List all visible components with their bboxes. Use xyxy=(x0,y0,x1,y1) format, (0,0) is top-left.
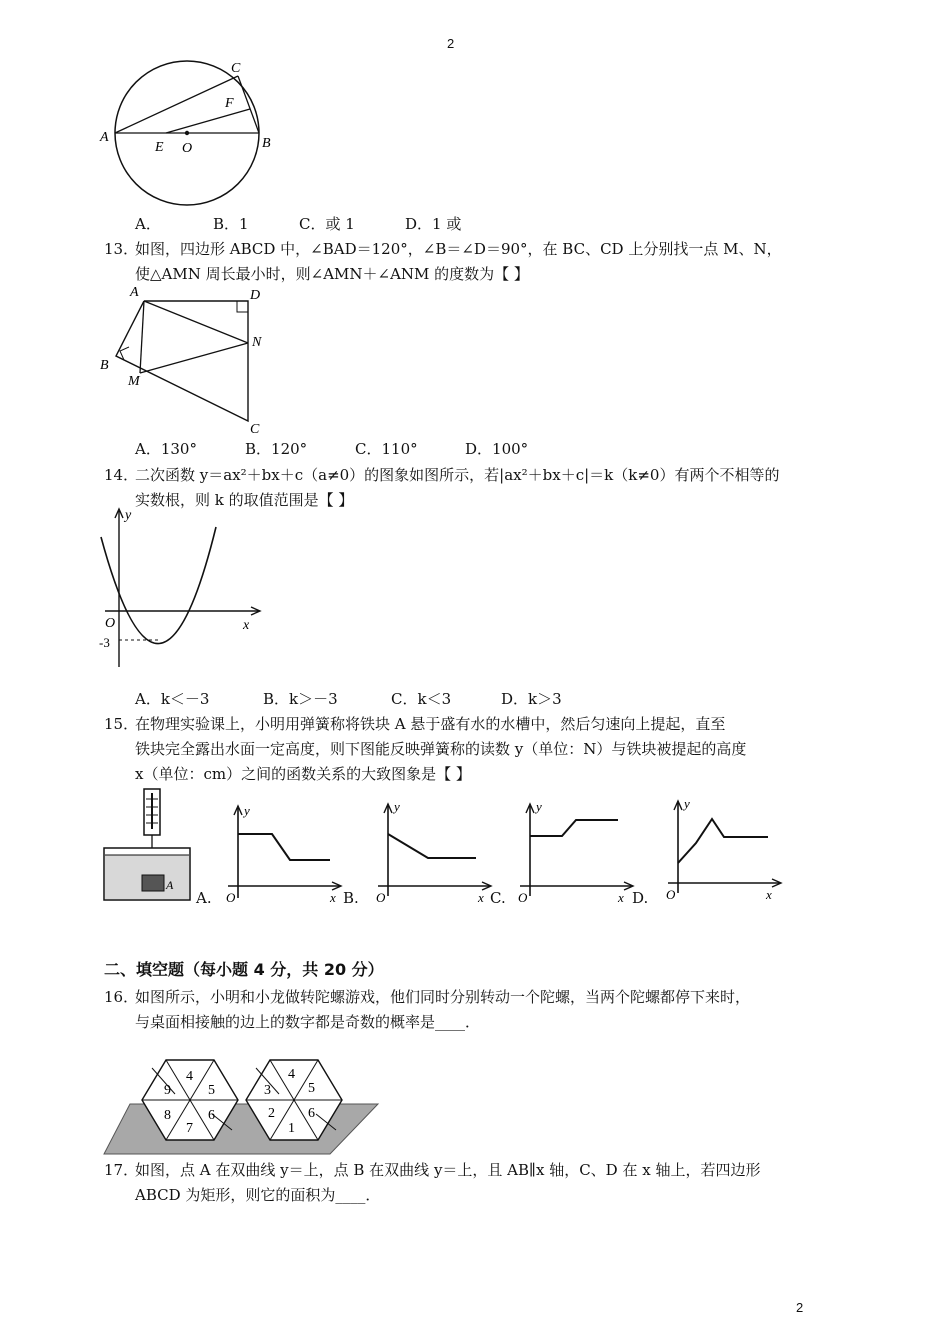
page-number-top: 2 xyxy=(447,36,455,51)
q15-option-b: B. xyxy=(343,889,359,907)
q15-graph-c xyxy=(514,798,634,903)
q13-option-d: D．100° xyxy=(465,440,529,458)
section-heading-fill-in: 二、填空题（每小题 4 分，共 20 分） xyxy=(104,960,384,979)
q12-option-b: B．1 xyxy=(213,215,249,233)
top1-number: 6 xyxy=(208,1108,215,1123)
label-C: C xyxy=(231,61,241,76)
q14-number: 14． xyxy=(104,466,139,484)
top2-number: 2 xyxy=(268,1106,275,1121)
label-y: y xyxy=(125,508,132,523)
label-x: x xyxy=(330,890,336,905)
top1-number: 9 xyxy=(164,1083,171,1098)
label-B: B xyxy=(262,136,271,151)
label-F: F xyxy=(225,96,234,111)
top2-number: 4 xyxy=(288,1067,295,1082)
q13-options xyxy=(135,439,528,459)
label-y: y xyxy=(536,799,542,814)
q17-number: 17． xyxy=(104,1161,139,1179)
label-x: x xyxy=(243,618,250,633)
label-A: A xyxy=(130,285,139,300)
top2-number: 1 xyxy=(288,1121,295,1136)
top1-number: 5 xyxy=(208,1083,215,1098)
label-B: B xyxy=(100,358,109,373)
q16-spinning-tops-figure xyxy=(100,1052,380,1157)
label-E: E xyxy=(155,140,164,155)
q14-options xyxy=(135,689,562,709)
label-y: y xyxy=(684,796,690,811)
page-number-bottom: 2 xyxy=(796,1300,804,1315)
label-minus3: -3 xyxy=(99,635,110,650)
q17-text-line2: ABCD 为矩形，则它的面积为____． xyxy=(135,1186,381,1204)
q16-number: 16． xyxy=(104,988,139,1006)
q13-option-a: A．130° xyxy=(135,440,197,458)
q15-graph-d xyxy=(662,795,782,900)
q15-graph-b xyxy=(372,798,492,903)
q15-text-line1: 在物理实验课上，小明用弹簧称将铁块 A 悬于盛有水的水槽中，然后匀速向上提起，直至 xyxy=(135,715,726,733)
top2-number: 3 xyxy=(264,1083,271,1098)
q16-text-line2: 与桌面相接触的边上的数字都是奇数的概率是____． xyxy=(135,1013,481,1031)
q13-option-b: B．120° xyxy=(245,440,308,458)
label-M: M xyxy=(128,374,140,389)
q12-option-d: D．1 或 xyxy=(405,215,462,233)
label-x: x xyxy=(478,890,484,905)
q13-quadrilateral-figure xyxy=(100,283,280,438)
q14-option-b: B．k＞－3 xyxy=(263,690,338,708)
q15-option-a: A. xyxy=(196,889,212,907)
q16-text-line1: 如图所示，小明和小龙做转陀螺游戏，他们同时分别转动一个陀螺，当两个陀螺都停下来时， xyxy=(135,988,751,1006)
q13-text-line1: 如图，四边形 ABCD 中，∠BAD＝120°，∠B＝∠D＝90°，在 BC、CD 上分别找一点 M、N， xyxy=(135,240,782,258)
label-O: O xyxy=(182,141,193,156)
q13-text-line2: 使△AMN 周长最小时，则∠AMN＋∠ANM 的度数为【 】 xyxy=(135,265,529,283)
q14-option-d: D．k＞3 xyxy=(501,690,562,708)
q13-option-c: C．110° xyxy=(355,440,418,458)
label-O: O xyxy=(666,887,676,902)
label-D: D xyxy=(250,288,261,303)
q14-text-line2: 实数根，则 k 的取值范围是【 】 xyxy=(135,491,354,509)
q12-options xyxy=(135,214,461,234)
q15-graph-a xyxy=(222,800,342,905)
table-surface xyxy=(104,1104,378,1154)
label-C: C xyxy=(250,422,260,437)
label-y: y xyxy=(244,803,250,818)
top1-number: 7 xyxy=(186,1121,193,1136)
q15-number: 15． xyxy=(104,715,139,733)
top2-number: 5 xyxy=(308,1081,315,1096)
q12-circle-figure xyxy=(100,55,280,215)
q15-text-line2: 铁块完全露出水面一定高度，则下图能反映弹簧称的读数 y（单位：N）与铁块被提起的高度 xyxy=(135,740,747,758)
label-O: O xyxy=(105,616,116,631)
label-O: O xyxy=(518,890,528,905)
q14-option-c: C．k＜3 xyxy=(391,690,452,708)
label-x: x xyxy=(618,890,624,905)
label-O: O xyxy=(226,890,236,905)
label-y: y xyxy=(394,799,400,814)
label-x: x xyxy=(766,887,772,902)
label-A: A xyxy=(100,130,109,145)
q14-text-line1: 二次函数 y＝ax²＋bx＋c（a≠0）的图象如图所示，若|ax²＋bx＋c|＝k（k≠0）有两个不相等的 xyxy=(135,466,780,484)
q14-option-a: A．k＜－3 xyxy=(135,690,210,708)
top1-number: 4 xyxy=(186,1069,193,1084)
q15-option-d: D. xyxy=(632,889,649,907)
q17-text-line1: 如图，点 A 在双曲线 y＝上，点 B 在双曲线 y＝上，且 AB∥x 轴，C、D 在 x 轴上，若四边形 xyxy=(135,1161,761,1179)
label-N: N xyxy=(252,335,262,350)
q15-text-line3: x（单位：cm）之间的函数关系的大致图象是【 】 xyxy=(135,765,471,783)
top2-number: 6 xyxy=(308,1106,315,1121)
label-A: A xyxy=(166,878,174,892)
q12-option-a: A． xyxy=(135,215,161,233)
q13-number: 13． xyxy=(104,240,139,258)
q12-option-c: C．或 1 xyxy=(299,215,355,233)
q15-option-c: C. xyxy=(490,889,506,907)
q15-spring-scale-figure xyxy=(100,785,198,905)
top1-number: 8 xyxy=(164,1108,171,1123)
q14-parabola-figure xyxy=(95,505,270,675)
label-O: O xyxy=(376,890,386,905)
